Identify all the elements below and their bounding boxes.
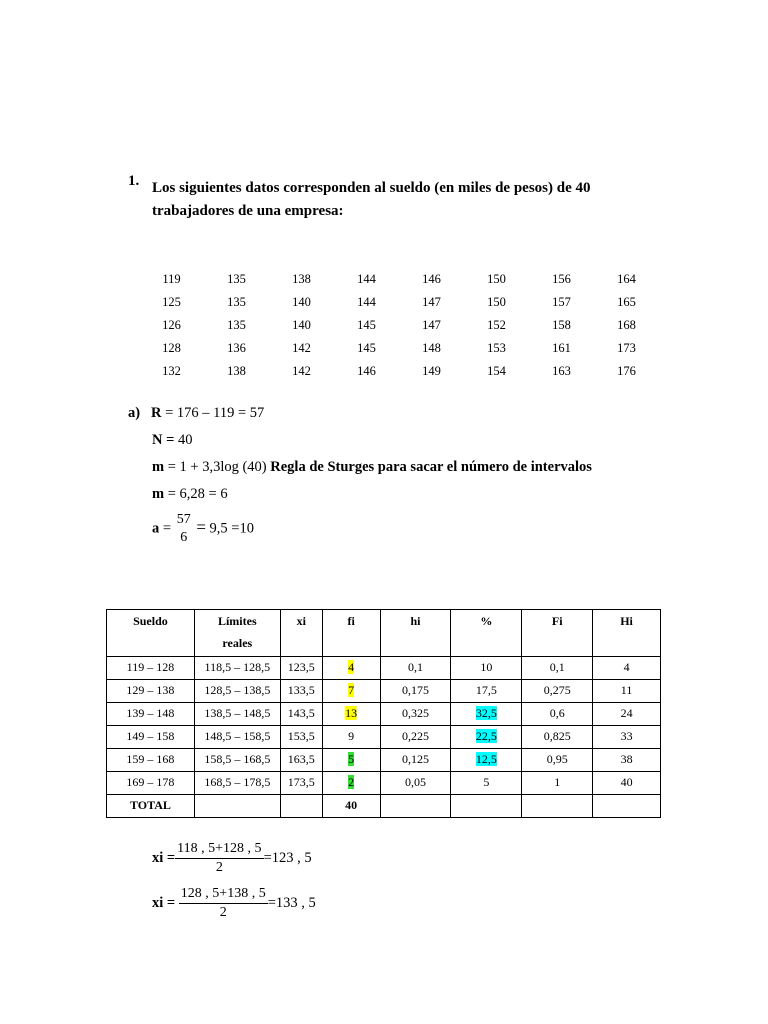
cell-Hi: 11: [593, 680, 661, 703]
percent-highlight: 32,5: [475, 706, 497, 720]
table-row: [107, 680, 661, 703]
cell-fi: 9: [322, 726, 380, 749]
fi-highlight: 4: [348, 660, 355, 674]
fi-highlight: 13: [345, 706, 358, 720]
table-row: [107, 749, 661, 772]
cell-fi: [322, 749, 380, 772]
data-value: 150: [487, 272, 506, 286]
a-equals: =: [159, 520, 175, 537]
data-value: 140: [292, 318, 311, 332]
data-value: 142: [292, 341, 311, 355]
data-row: [139, 362, 659, 385]
calc-range-line: [128, 405, 264, 422]
cell-empty: [194, 795, 280, 818]
xi-formula-1: [152, 840, 312, 877]
cell-xi: 143,5: [280, 703, 322, 726]
data-value: 144: [357, 272, 376, 286]
data-value: 147: [422, 318, 441, 332]
data-value: 156: [552, 272, 571, 286]
cell-Fi: 0,95: [522, 749, 593, 772]
calc-m2-line: [152, 486, 228, 503]
table-row: [107, 657, 661, 680]
cell-empty: [280, 795, 322, 818]
data-value: 132: [162, 364, 181, 378]
data-value: 168: [617, 318, 636, 332]
cell-percent: 17,5: [451, 680, 522, 703]
cell-percent: [451, 749, 522, 772]
data-value: 119: [162, 272, 181, 286]
n-label: N =: [152, 432, 175, 448]
data-value: 158: [552, 318, 571, 332]
data-value: 140: [292, 295, 311, 309]
data-row: [139, 339, 659, 362]
cell-Hi: 33: [593, 726, 661, 749]
data-value: 164: [617, 272, 636, 286]
xi-result: =133 , 5: [267, 894, 316, 911]
m2-expression: = 6,28 = 6: [164, 486, 228, 502]
data-value: 142: [292, 364, 311, 378]
data-value: 145: [357, 341, 376, 355]
cell-xi: 173,5: [280, 772, 322, 795]
xi-fraction: [175, 840, 263, 877]
xi-result: =123 , 5: [263, 849, 312, 866]
data-value: 165: [617, 295, 636, 309]
a-label: a: [152, 520, 160, 537]
table-row: [107, 726, 661, 749]
cell-Hi: 24: [593, 703, 661, 726]
xi-label: xi =: [152, 849, 176, 866]
table-row: [107, 703, 661, 726]
n-expression: 40: [174, 432, 193, 448]
fraction-denominator: 6: [180, 530, 188, 545]
cell-empty: [522, 795, 593, 818]
sturges-note: Regla de Sturges para sacar el número de intervalos: [270, 459, 592, 475]
cell-empty: [380, 795, 451, 818]
data-value: 146: [422, 272, 441, 286]
cell-limites: 168,5 – 178,5: [194, 772, 280, 795]
data-value: 147: [422, 295, 441, 309]
cell-Fi: 0,825: [522, 726, 593, 749]
data-value: 144: [357, 295, 376, 309]
cell-fi: [322, 772, 380, 795]
cell-Fi: 0,275: [522, 680, 593, 703]
question-text-line2: trabajadores de una empresa:: [152, 203, 344, 219]
cell-percent: 10: [451, 657, 522, 680]
data-value: 163: [552, 364, 571, 378]
fraction-denominator: 2: [219, 905, 227, 920]
cell-sueldo: 139 – 148: [107, 703, 195, 726]
m-expression: = 1 + 3,3log (40): [164, 459, 271, 475]
data-value: 154: [487, 364, 506, 378]
xi-label: xi =: [152, 894, 179, 911]
percent-highlight: 22,5: [475, 729, 497, 743]
table-total-row: [107, 795, 661, 818]
xi-formula-2: [152, 885, 316, 922]
cell-Fi: 1: [522, 772, 593, 795]
fraction-numerator: 57: [176, 512, 191, 527]
calc-m-line: [152, 459, 592, 476]
cell-hi: 0,05: [380, 772, 451, 795]
question-text: Los siguientes datos corresponden al sueldo (en miles de pesos) de 40: [152, 180, 591, 196]
cell-hi: 0,225: [380, 726, 451, 749]
part-label: a): [128, 405, 141, 421]
cell-empty: [451, 795, 522, 818]
table-header-row: [107, 610, 661, 657]
cell-hi: 0,175: [380, 680, 451, 703]
cell-sueldo: 159 – 168: [107, 749, 195, 772]
data-value: 150: [487, 295, 506, 309]
amplitude-fraction: [175, 511, 193, 547]
data-value: 148: [422, 341, 441, 355]
cell-limites: 138,5 – 148,5: [194, 703, 280, 726]
data-value: 145: [357, 318, 376, 332]
data-value: 176: [617, 364, 636, 378]
fraction-numerator: 128 , 5+138 , 5: [179, 885, 268, 904]
range-label: R: [150, 405, 162, 421]
data-value: 138: [227, 364, 246, 378]
cell-xi: 163,5: [280, 749, 322, 772]
data-row: [139, 316, 659, 339]
data-value: 173: [617, 341, 636, 355]
data-value: 138: [292, 272, 311, 286]
data-value: 152: [487, 318, 506, 332]
data-value: 125: [162, 295, 181, 309]
total-fi: 40: [322, 795, 380, 818]
cell-percent: 5: [451, 772, 522, 795]
question-number: 1.: [128, 173, 140, 189]
raw-data-grid: [139, 270, 659, 385]
calc-n-line: [152, 432, 192, 449]
fraction-denominator: 2: [215, 860, 223, 875]
cell-Hi: 4: [593, 657, 661, 680]
data-value: 161: [552, 341, 571, 355]
xi-fraction: [179, 885, 268, 922]
cell-fi: [322, 657, 380, 680]
cell-sueldo: 129 – 138: [107, 680, 195, 703]
cell-Fi: 0,6: [522, 703, 593, 726]
frequency-table: [106, 609, 661, 818]
col-header-hi: hi: [380, 610, 451, 657]
table-row: [107, 772, 661, 795]
cell-xi: 123,5: [280, 657, 322, 680]
col-header-Hi: Hi: [593, 610, 661, 657]
range-expression: = 176 – 119 = 57: [161, 405, 265, 421]
data-value: 153: [487, 341, 506, 355]
cell-xi: 153,5: [280, 726, 322, 749]
data-value: 135: [227, 272, 246, 286]
cell-sueldo: 149 – 158: [107, 726, 195, 749]
col-header-sueldo: Sueldo: [107, 610, 195, 657]
data-value: 126: [162, 318, 181, 332]
fi-highlight: 5: [348, 752, 355, 766]
cell-limites: 118,5 – 128,5: [194, 657, 280, 680]
cell-fi: [322, 703, 380, 726]
data-value: 149: [422, 364, 441, 378]
col-header-Fi: Fi: [522, 610, 593, 657]
data-value: 135: [227, 318, 246, 332]
percent-highlight: 12,5: [475, 752, 497, 766]
data-row: [139, 270, 659, 293]
cell-hi: 0,125: [380, 749, 451, 772]
cell-percent: [451, 703, 522, 726]
cell-Hi: 38: [593, 749, 661, 772]
fi-highlight: 7: [348, 683, 355, 697]
col-header-fi: fi: [322, 610, 380, 657]
data-value: 135: [227, 295, 246, 309]
cell-Hi: 40: [593, 772, 661, 795]
amplitude-result: 9,5 =10: [205, 520, 254, 537]
calc-amplitude-line: [152, 511, 254, 547]
cell-sueldo: 119 – 128: [107, 657, 195, 680]
cell-percent: [451, 726, 522, 749]
data-value: 128: [162, 341, 181, 355]
cell-limites: 148,5 – 158,5: [194, 726, 280, 749]
m-label: m: [152, 459, 165, 475]
cell-empty: [593, 795, 661, 818]
cell-Fi: 0,1: [522, 657, 593, 680]
cell-sueldo: 169 – 178: [107, 772, 195, 795]
cell-limites: 128,5 – 138,5: [194, 680, 280, 703]
total-label: TOTAL: [107, 795, 195, 818]
fraction-numerator: 118 , 5+128 , 5: [175, 840, 263, 859]
data-value: 157: [552, 295, 571, 309]
col-header-xi: xi: [280, 610, 322, 657]
data-value: 136: [227, 341, 246, 355]
cell-hi: 0,1: [380, 657, 451, 680]
data-value: 146: [357, 364, 376, 378]
fi-highlight: 2: [348, 775, 355, 789]
a-equals-2: =: [196, 517, 206, 537]
col-header-percent: %: [451, 610, 522, 657]
cell-xi: 133,5: [280, 680, 322, 703]
m2-label: m: [152, 486, 165, 502]
cell-hi: 0,325: [380, 703, 451, 726]
cell-limites: 158,5 – 168,5: [194, 749, 280, 772]
cell-fi: [322, 680, 380, 703]
col-header-limites: Límites reales: [194, 610, 280, 657]
data-row: [139, 293, 659, 316]
